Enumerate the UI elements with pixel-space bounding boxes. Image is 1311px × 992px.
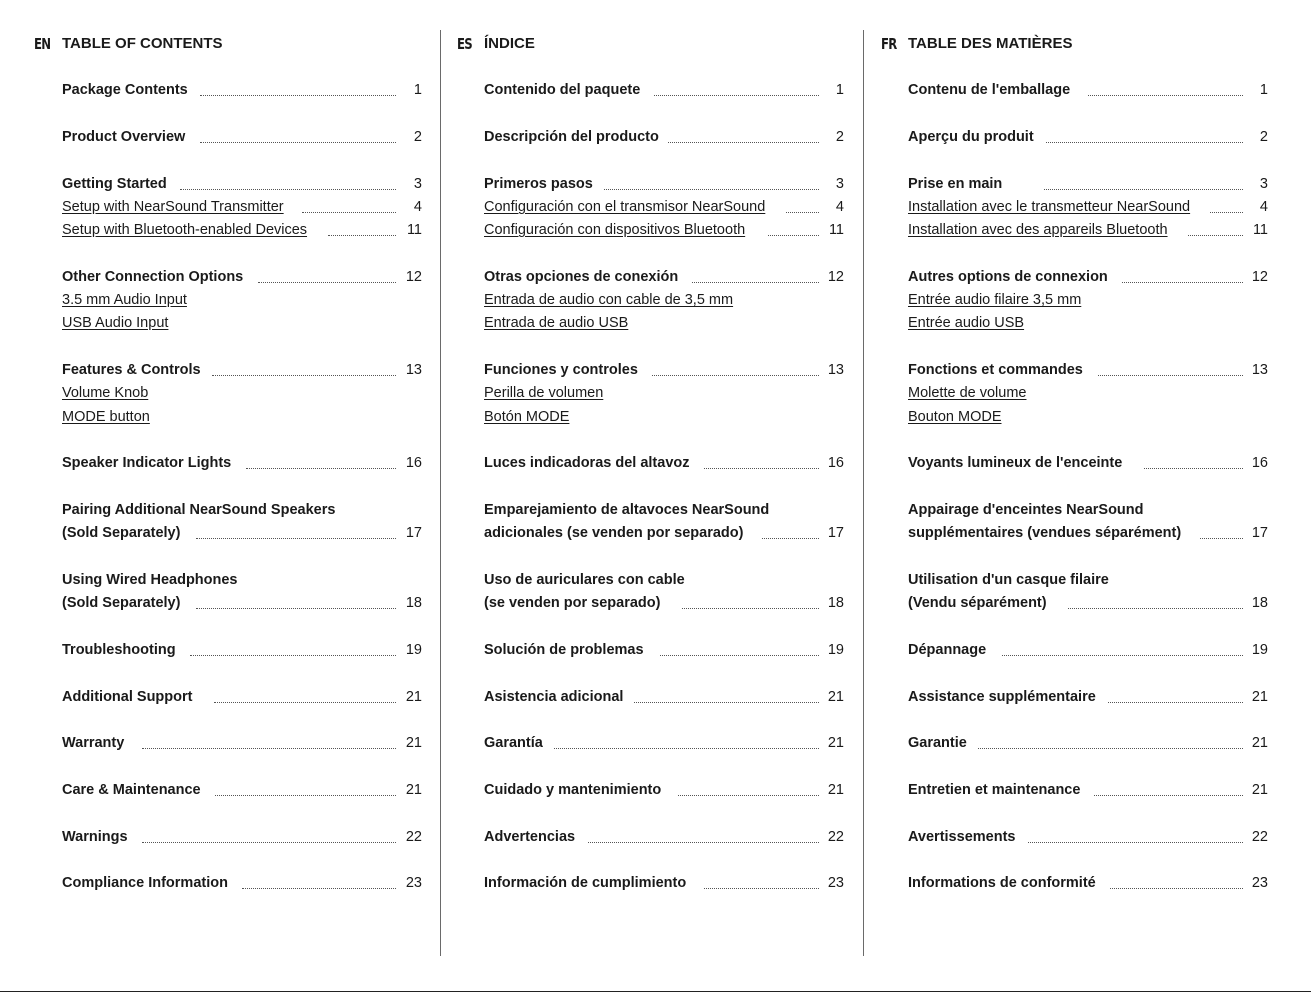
toc-entry-title[interactable]: Aperçu du produit [908, 129, 1034, 145]
toc-entry-page-number: 11 [406, 222, 422, 238]
toc-entry-page-number: 11 [828, 222, 844, 238]
toc-entry[interactable] [908, 502, 1268, 522]
dot-leader [654, 95, 819, 96]
toc-entry-title[interactable]: (Sold Separately) [62, 525, 181, 541]
toc-entry[interactable] [62, 315, 422, 335]
toc-entry-page-number: 12 [827, 269, 844, 285]
dot-leader [678, 795, 819, 796]
toc-entry-title[interactable]: Features & Controls [62, 362, 201, 378]
toc-entry[interactable] [484, 782, 844, 802]
toc-entry-title[interactable]: MODE button [62, 409, 150, 425]
toc-entry-title[interactable]: Utilisation d'un casque filaire [908, 572, 1109, 588]
toc-entry[interactable] [484, 176, 844, 196]
toc-entry-page-number: 1 [835, 82, 844, 98]
toc-entry-title[interactable]: Entrée audio USB [908, 315, 1025, 331]
toc-entry-page-number: 22 [827, 829, 844, 845]
toc-entry-page-number: 21 [827, 689, 844, 705]
toc-entry[interactable] [62, 572, 422, 592]
dot-leader [212, 375, 396, 376]
toc-entry-title[interactable]: Entretien et maintenance [908, 782, 1081, 798]
toc-entry[interactable] [908, 199, 1268, 219]
dot-leader [634, 702, 819, 703]
dot-leader [1068, 608, 1243, 609]
dot-leader [196, 538, 396, 539]
toc-entry-page-number: 17 [827, 525, 844, 541]
toc-entry-page-number: 2 [835, 129, 844, 145]
dot-leader [1108, 702, 1243, 703]
toc-entry-page-number: 19 [1251, 642, 1268, 658]
toc-entry-page-number: 2 [1259, 129, 1268, 145]
toc-entry[interactable] [62, 129, 422, 149]
lang-code-fr: FR [881, 35, 897, 53]
toc-heading-fr: TABLE DES MATIÈRES [908, 35, 1073, 52]
toc-entry-title[interactable]: Cuidado y mantenimiento [484, 782, 662, 798]
dot-leader [215, 795, 396, 796]
toc-entry-page-number: 21 [827, 782, 844, 798]
toc-entry[interactable] [484, 689, 844, 709]
toc-entry[interactable] [62, 199, 422, 219]
toc-entry[interactable] [908, 689, 1268, 709]
toc-entry[interactable] [908, 176, 1268, 196]
toc-entry-page-number: 19 [405, 642, 422, 658]
toc-entry-title[interactable]: Contenido del paquete [484, 82, 641, 98]
toc-entry[interactable] [484, 525, 844, 545]
toc-entry-page-number: 11 [1252, 222, 1268, 238]
toc-entry[interactable] [484, 829, 844, 849]
toc-entry[interactable] [62, 642, 422, 662]
dot-leader [214, 702, 396, 703]
toc-entry-title[interactable]: Assistance supplémentaire [908, 689, 1096, 705]
toc-entry[interactable] [484, 875, 844, 895]
toc-entry-page-number: 12 [405, 269, 422, 285]
dot-leader [302, 212, 396, 213]
toc-entry-page-number: 21 [405, 689, 422, 705]
toc-entry[interactable] [62, 875, 422, 895]
toc-entry[interactable] [908, 129, 1268, 149]
toc-entry-title[interactable]: Botón MODE [484, 409, 570, 425]
toc-entry-title[interactable]: Otras opciones de conexión [484, 269, 679, 285]
toc-entry-page-number: 22 [1251, 829, 1268, 845]
toc-entry-title[interactable]: Entrée audio filaire 3,5 mm [908, 292, 1082, 308]
toc-entry-title[interactable]: adicionales (se venden por separado) [484, 525, 744, 541]
toc-entry[interactable] [908, 829, 1268, 849]
dot-leader [588, 842, 819, 843]
toc-entry[interactable] [62, 455, 422, 475]
dot-leader [604, 189, 819, 190]
toc-entry-title[interactable]: Fonctions et commandes [908, 362, 1083, 378]
toc-entry[interactable] [484, 455, 844, 475]
toc-entry-title[interactable]: Compliance Information [62, 875, 228, 891]
toc-entry[interactable] [908, 642, 1268, 662]
dot-leader [242, 888, 396, 889]
toc-entry-page-number: 21 [1251, 782, 1268, 798]
toc-entry-title[interactable]: Prise en main [908, 176, 1003, 192]
toc-entry[interactable] [484, 269, 844, 289]
toc-entry-title[interactable]: Setup with Bluetooth-enabled Devices [62, 222, 308, 238]
toc-entry[interactable] [62, 829, 422, 849]
toc-entry-title[interactable]: Appairage d'enceintes NearSound [908, 502, 1144, 518]
column-divider [863, 30, 864, 956]
dot-leader [1098, 375, 1243, 376]
dot-leader [682, 608, 819, 609]
toc-entry-title[interactable]: (Sold Separately) [62, 595, 181, 611]
dot-leader [554, 748, 819, 749]
dot-leader [196, 608, 396, 609]
toc-entry[interactable] [484, 409, 844, 429]
dot-leader [660, 655, 819, 656]
toc-entry[interactable] [908, 525, 1268, 545]
toc-entry[interactable] [484, 572, 844, 592]
toc-entry-title[interactable]: Installation avec le transmetteur NearSound [908, 199, 1191, 215]
toc-entry[interactable] [908, 222, 1268, 242]
toc-entry[interactable] [484, 82, 844, 102]
toc-entry-page-number: 4 [835, 199, 844, 215]
toc-entry-title[interactable]: (Vendu séparément) [908, 595, 1047, 611]
toc-entry-title[interactable]: Voyants lumineux de l'enceinte [908, 455, 1123, 471]
toc-entry[interactable] [908, 269, 1268, 289]
dot-leader [200, 95, 396, 96]
dot-leader [180, 189, 396, 190]
toc-entry-page-number: 13 [1251, 362, 1268, 378]
toc-entry-title[interactable]: supplémentaires (vendues séparément) [908, 525, 1182, 541]
dot-leader [328, 235, 396, 236]
toc-entry-title[interactable]: Contenu de l'emballage [908, 82, 1071, 98]
toc-entry-title[interactable]: Avertissements [908, 829, 1016, 845]
toc-entry[interactable] [908, 385, 1268, 405]
toc-entry-page-number: 21 [1251, 735, 1268, 751]
toc-entry-page-number: 21 [827, 735, 844, 751]
dot-leader [246, 468, 396, 469]
toc-entry[interactable] [62, 176, 422, 196]
toc-entry[interactable] [62, 689, 422, 709]
toc-entry-page-number: 16 [405, 455, 422, 471]
dot-leader [1046, 142, 1243, 143]
column-divider [440, 30, 441, 956]
dot-leader [1044, 189, 1243, 190]
toc-entry[interactable] [62, 222, 422, 242]
dot-leader [142, 842, 396, 843]
toc-entry-page-number: 2 [413, 129, 422, 145]
toc-entry[interactable] [62, 409, 422, 429]
toc-entry-title[interactable]: Configuración con el transmisor NearSound [484, 199, 766, 215]
toc-entry-page-number: 18 [405, 595, 422, 611]
toc-entry-title[interactable]: Garantie [908, 735, 967, 751]
dot-leader [258, 282, 396, 283]
toc-entry[interactable] [62, 292, 422, 312]
toc-entry-page-number: 18 [1251, 595, 1268, 611]
toc-entry[interactable] [908, 572, 1268, 592]
dot-leader [1210, 212, 1243, 213]
toc-entry[interactable] [484, 502, 844, 522]
toc-heading-es: ÍNDICE [484, 35, 535, 52]
lang-code-es: ES [457, 35, 472, 53]
dot-leader [1088, 95, 1243, 96]
toc-entry[interactable] [62, 362, 422, 382]
dot-leader [692, 282, 819, 283]
toc-entry-page-number: 12 [1251, 269, 1268, 285]
dot-leader [1028, 842, 1243, 843]
toc-entry-title[interactable]: Warnings [62, 829, 128, 845]
toc-entry-title[interactable]: Setup with NearSound Transmitter [62, 199, 284, 215]
toc-entry-title[interactable]: Other Connection Options [62, 269, 244, 285]
toc-entry-page-number: 23 [827, 875, 844, 891]
toc-entry-title[interactable]: Additional Support [62, 689, 193, 705]
toc-entry-page-number: 4 [413, 199, 422, 215]
toc-entry-title[interactable]: Perilla de volumen [484, 385, 604, 401]
toc-entry-page-number: 1 [1259, 82, 1268, 98]
lang-code-en: EN [34, 35, 51, 53]
toc-entry-page-number: 13 [827, 362, 844, 378]
toc-entry[interactable] [484, 385, 844, 405]
toc-entry-page-number: 17 [1251, 525, 1268, 541]
toc-entry-title[interactable]: Advertencias [484, 829, 576, 845]
dot-leader [1094, 795, 1243, 796]
toc-entry-page-number: 16 [1251, 455, 1268, 471]
toc-entry[interactable] [908, 292, 1268, 312]
toc-entry-page-number: 23 [405, 875, 422, 891]
toc-entry-title[interactable]: Troubleshooting [62, 642, 176, 658]
toc-entry-title[interactable]: Informations de conformité [908, 875, 1096, 891]
toc-entry-title[interactable]: Configuración con dispositivos Bluetooth [484, 222, 746, 238]
toc-entry[interactable] [484, 642, 844, 662]
toc-entry[interactable] [484, 129, 844, 149]
toc-entry-title[interactable]: USB Audio Input [62, 315, 169, 331]
toc-entry-page-number: 21 [405, 782, 422, 798]
toc-entry-page-number: 21 [1251, 689, 1268, 705]
toc-entry[interactable] [484, 595, 844, 615]
toc-entry-title[interactable]: Volume Knob [62, 385, 149, 401]
toc-entry[interactable] [484, 199, 844, 219]
toc-entry[interactable] [484, 735, 844, 755]
toc-entry-page-number: 4 [1259, 199, 1268, 215]
dot-leader [704, 468, 819, 469]
toc-entry[interactable] [908, 362, 1268, 382]
toc-entry-title[interactable]: Installation avec des appareils Bluetooth [908, 222, 1168, 238]
toc-entry-title[interactable]: Luces indicadoras del altavoz [484, 455, 690, 471]
toc-entry-title[interactable]: Información de cumplimiento [484, 875, 687, 891]
toc-entry[interactable] [62, 269, 422, 289]
toc-entry[interactable] [62, 502, 422, 522]
toc-entry-title[interactable]: Uso de auriculares con cable [484, 572, 685, 588]
toc-entry-page-number: 23 [1251, 875, 1268, 891]
toc-entry[interactable] [484, 315, 844, 335]
toc-entry-title[interactable]: Primeros pasos [484, 176, 593, 192]
toc-entry-page-number: 17 [405, 525, 422, 541]
toc-entry-title[interactable]: Bouton MODE [908, 409, 1002, 425]
toc-entry-title[interactable]: Using Wired Headphones [62, 572, 238, 588]
toc-entry[interactable] [62, 595, 422, 615]
toc-entry[interactable] [908, 595, 1268, 615]
dot-leader [978, 748, 1243, 749]
dot-leader [142, 748, 396, 749]
toc-entry-page-number: 13 [405, 362, 422, 378]
toc-entry-title[interactable]: Solución de problemas [484, 642, 644, 658]
toc-entry-title[interactable]: Molette de volume [908, 385, 1027, 401]
toc-entry-title[interactable]: Descripción del producto [484, 129, 659, 145]
toc-entry-page-number: 22 [405, 829, 422, 845]
toc-entry[interactable] [908, 409, 1268, 429]
toc-entry-title[interactable]: 3.5 mm Audio Input [62, 292, 187, 308]
toc-entry[interactable] [62, 82, 422, 102]
dot-leader [786, 212, 819, 213]
toc-heading-en: TABLE OF CONTENTS [62, 35, 223, 52]
toc-entry-page-number: 21 [405, 735, 422, 751]
toc-entry-title[interactable]: Getting Started [62, 176, 167, 192]
toc-entry[interactable] [62, 782, 422, 802]
dot-leader [668, 142, 819, 143]
dot-leader [762, 538, 819, 539]
dot-leader [704, 888, 819, 889]
dot-leader [1200, 538, 1243, 539]
toc-entry-title[interactable]: Entrada de audio con cable de 3,5 mm [484, 292, 734, 308]
toc-entry-title[interactable]: Garantía [484, 735, 543, 751]
toc-entry-title[interactable]: Warranty [62, 735, 125, 751]
dot-leader [652, 375, 819, 376]
dot-leader [768, 235, 819, 236]
toc-entry[interactable] [908, 735, 1268, 755]
toc-entry-page-number: 18 [827, 595, 844, 611]
toc-entry-page-number: 3 [1259, 176, 1268, 192]
toc-entry[interactable] [484, 362, 844, 382]
toc-entry-title[interactable]: Care & Maintenance [62, 782, 201, 798]
toc-entry[interactable] [908, 315, 1268, 335]
dot-leader [1002, 655, 1243, 656]
toc-entry[interactable] [484, 222, 844, 242]
toc-entry-page-number: 16 [827, 455, 844, 471]
toc-entry-title[interactable]: Funciones y controles [484, 362, 638, 378]
dot-leader [1122, 282, 1243, 283]
toc-entry-title[interactable]: Dépannage [908, 642, 987, 658]
toc-entry-title[interactable]: Pairing Additional NearSound Speakers [62, 502, 336, 518]
dot-leader [1188, 235, 1243, 236]
toc-entry[interactable] [908, 782, 1268, 802]
toc-entry[interactable] [908, 875, 1268, 895]
toc-entry[interactable] [908, 455, 1268, 475]
toc-entry-title[interactable]: Autres options de connexion [908, 269, 1108, 285]
toc-entry[interactable] [62, 525, 422, 545]
toc-entry-title[interactable]: Asistencia adicional [484, 689, 624, 705]
toc-entry[interactable] [62, 385, 422, 405]
dot-leader [190, 655, 396, 656]
toc-entry-title[interactable]: Product Overview [62, 129, 186, 145]
toc-entry-page-number: 3 [835, 176, 844, 192]
toc-entry-page-number: 3 [413, 176, 422, 192]
toc-entry-title[interactable]: Speaker Indicator Lights [62, 455, 232, 471]
toc-entry[interactable] [908, 82, 1268, 102]
dot-leader [1110, 888, 1243, 889]
dot-leader [200, 142, 396, 143]
toc-entry-title[interactable]: Package Contents [62, 82, 188, 98]
toc-entry-title[interactable]: (se venden por separado) [484, 595, 661, 611]
toc-entry[interactable] [484, 292, 844, 312]
toc-entry[interactable] [62, 735, 422, 755]
dot-leader [1144, 468, 1243, 469]
toc-entry-title[interactable]: Emparejamiento de altavoces NearSound [484, 502, 770, 518]
toc-entry-page-number: 1 [413, 82, 422, 98]
toc-entry-title[interactable]: Entrada de audio USB [484, 315, 629, 331]
toc-entry-page-number: 19 [827, 642, 844, 658]
